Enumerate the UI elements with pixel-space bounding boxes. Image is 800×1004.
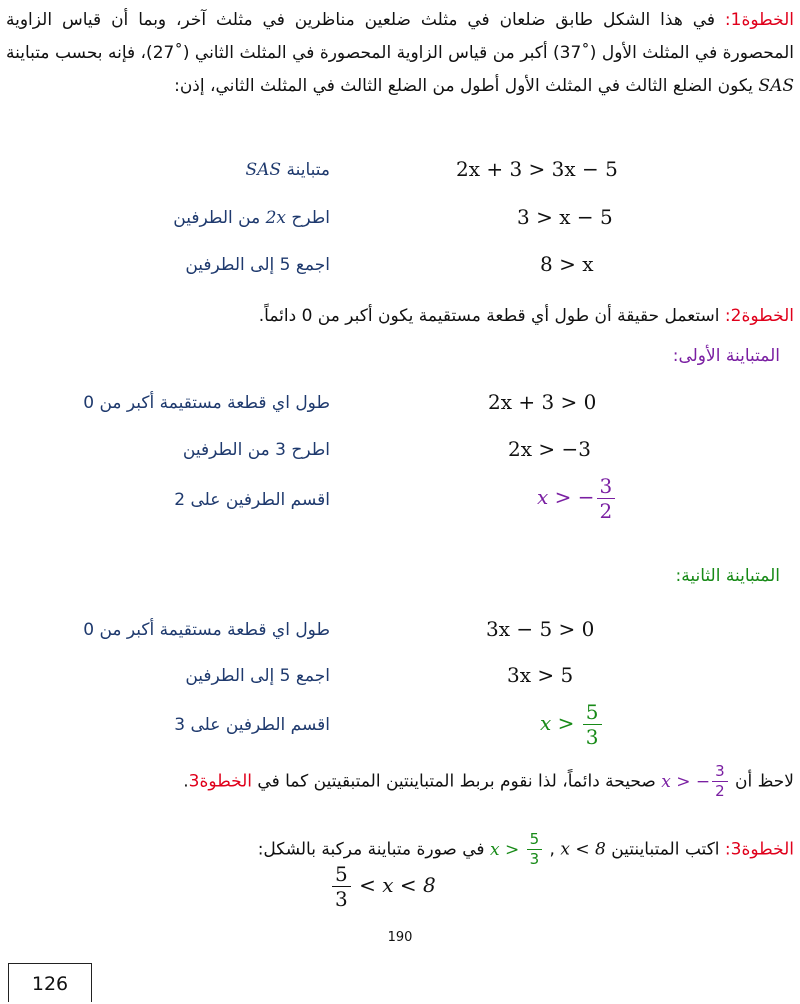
step1-equation-3: 8 > x — [540, 252, 594, 276]
first-reason-3: اقسم الطرفين على 2 — [174, 490, 330, 510]
step3-label: الخطوة3: — [724, 839, 794, 860]
step1-reason-2: اطرح 2x من الطرفين — [173, 208, 330, 228]
step1-label: الخطوة1: — [724, 10, 794, 30]
note-step3-link: الخطوة3 — [188, 771, 253, 792]
first-reason-2: اطرح 3 من الطرفين — [182, 440, 330, 460]
second-reason-1: طول اي قطعة مستقيمة أكبر من 0 — [83, 620, 330, 640]
first-reason-1: طول اي قطعة مستقيمة أكبر من 0 — [83, 393, 330, 413]
step1-text-end: يكون الضلع الثالث في المثلث الأول أطول من الضلع الثالث في المثلث الثاني، إذن: — [174, 76, 759, 96]
second-equation-1: 3x − 5 > 0 — [486, 617, 595, 641]
second-inequality-heading: المتباينة الثانية: — [675, 566, 780, 586]
step2-label: الخطوة2: — [724, 306, 794, 326]
first-equation-1: 2x + 3 > 0 — [488, 390, 597, 414]
step1-paragraph — [6, 4, 794, 103]
step2-text: استعمل حقيقة أن طول أي قطعة مستقيمة يكون أكبر من 0 دائماً. — [258, 306, 725, 326]
second-reason-3: اقسم الطرفين على 3 — [174, 715, 330, 735]
step1-text: في هذا الشكل طابق ضلعان في مثلث ضلعين مناظرين في مثلث آخر، وبما أن قياس الزاوية المحصورة في المثلث الأول (˚37) أكبر من قياس الزاوية المحصورة في المثلث الثاني (˚27)، فإنه بحسب متباينة — [6, 10, 794, 63]
step1-sas: SAS — [758, 76, 794, 96]
second-reason-2: اجمع 5 إلى الطرفين — [185, 666, 330, 686]
step1-equation-1: 2x + 3 > 3x − 5 — [456, 157, 618, 181]
compound-inequality: $\frac{5}{3}$ < x < 8 — [330, 864, 436, 909]
second-equation-3: x > $\frac{5}{3}$ — [540, 702, 604, 747]
step1-equation-2: 3 > x − 5 — [517, 205, 613, 229]
first-equation-2: 2x > −3 — [508, 437, 591, 461]
step1-reason-1: متباينة SAS — [245, 160, 330, 180]
note-line: لاحظ أن x > − $\frac{3}{2}$ صحيحة دائماً، لذا نقوم بربط المتباينتين المتبقيتين كما في الخطوة3. — [183, 762, 794, 800]
first-equation-3: x > − $\frac{3}{2}$ — [537, 476, 617, 521]
first-inequality-heading: المتباينة الأولى: — [672, 346, 780, 366]
step3-line: الخطوة3: اكتب المتباينتين x < 8 , x > $\frac{5}{3}$ في صورة متباينة مركبة بالشكل: — [257, 830, 794, 868]
page-number-box: 126 — [8, 963, 92, 1002]
page-number-center: 190 — [387, 930, 413, 945]
step1-reason-3: اجمع 5 إلى الطرفين — [185, 255, 330, 275]
second-equation-2: 3x > 5 — [507, 663, 574, 687]
step2-paragraph — [6, 300, 794, 333]
